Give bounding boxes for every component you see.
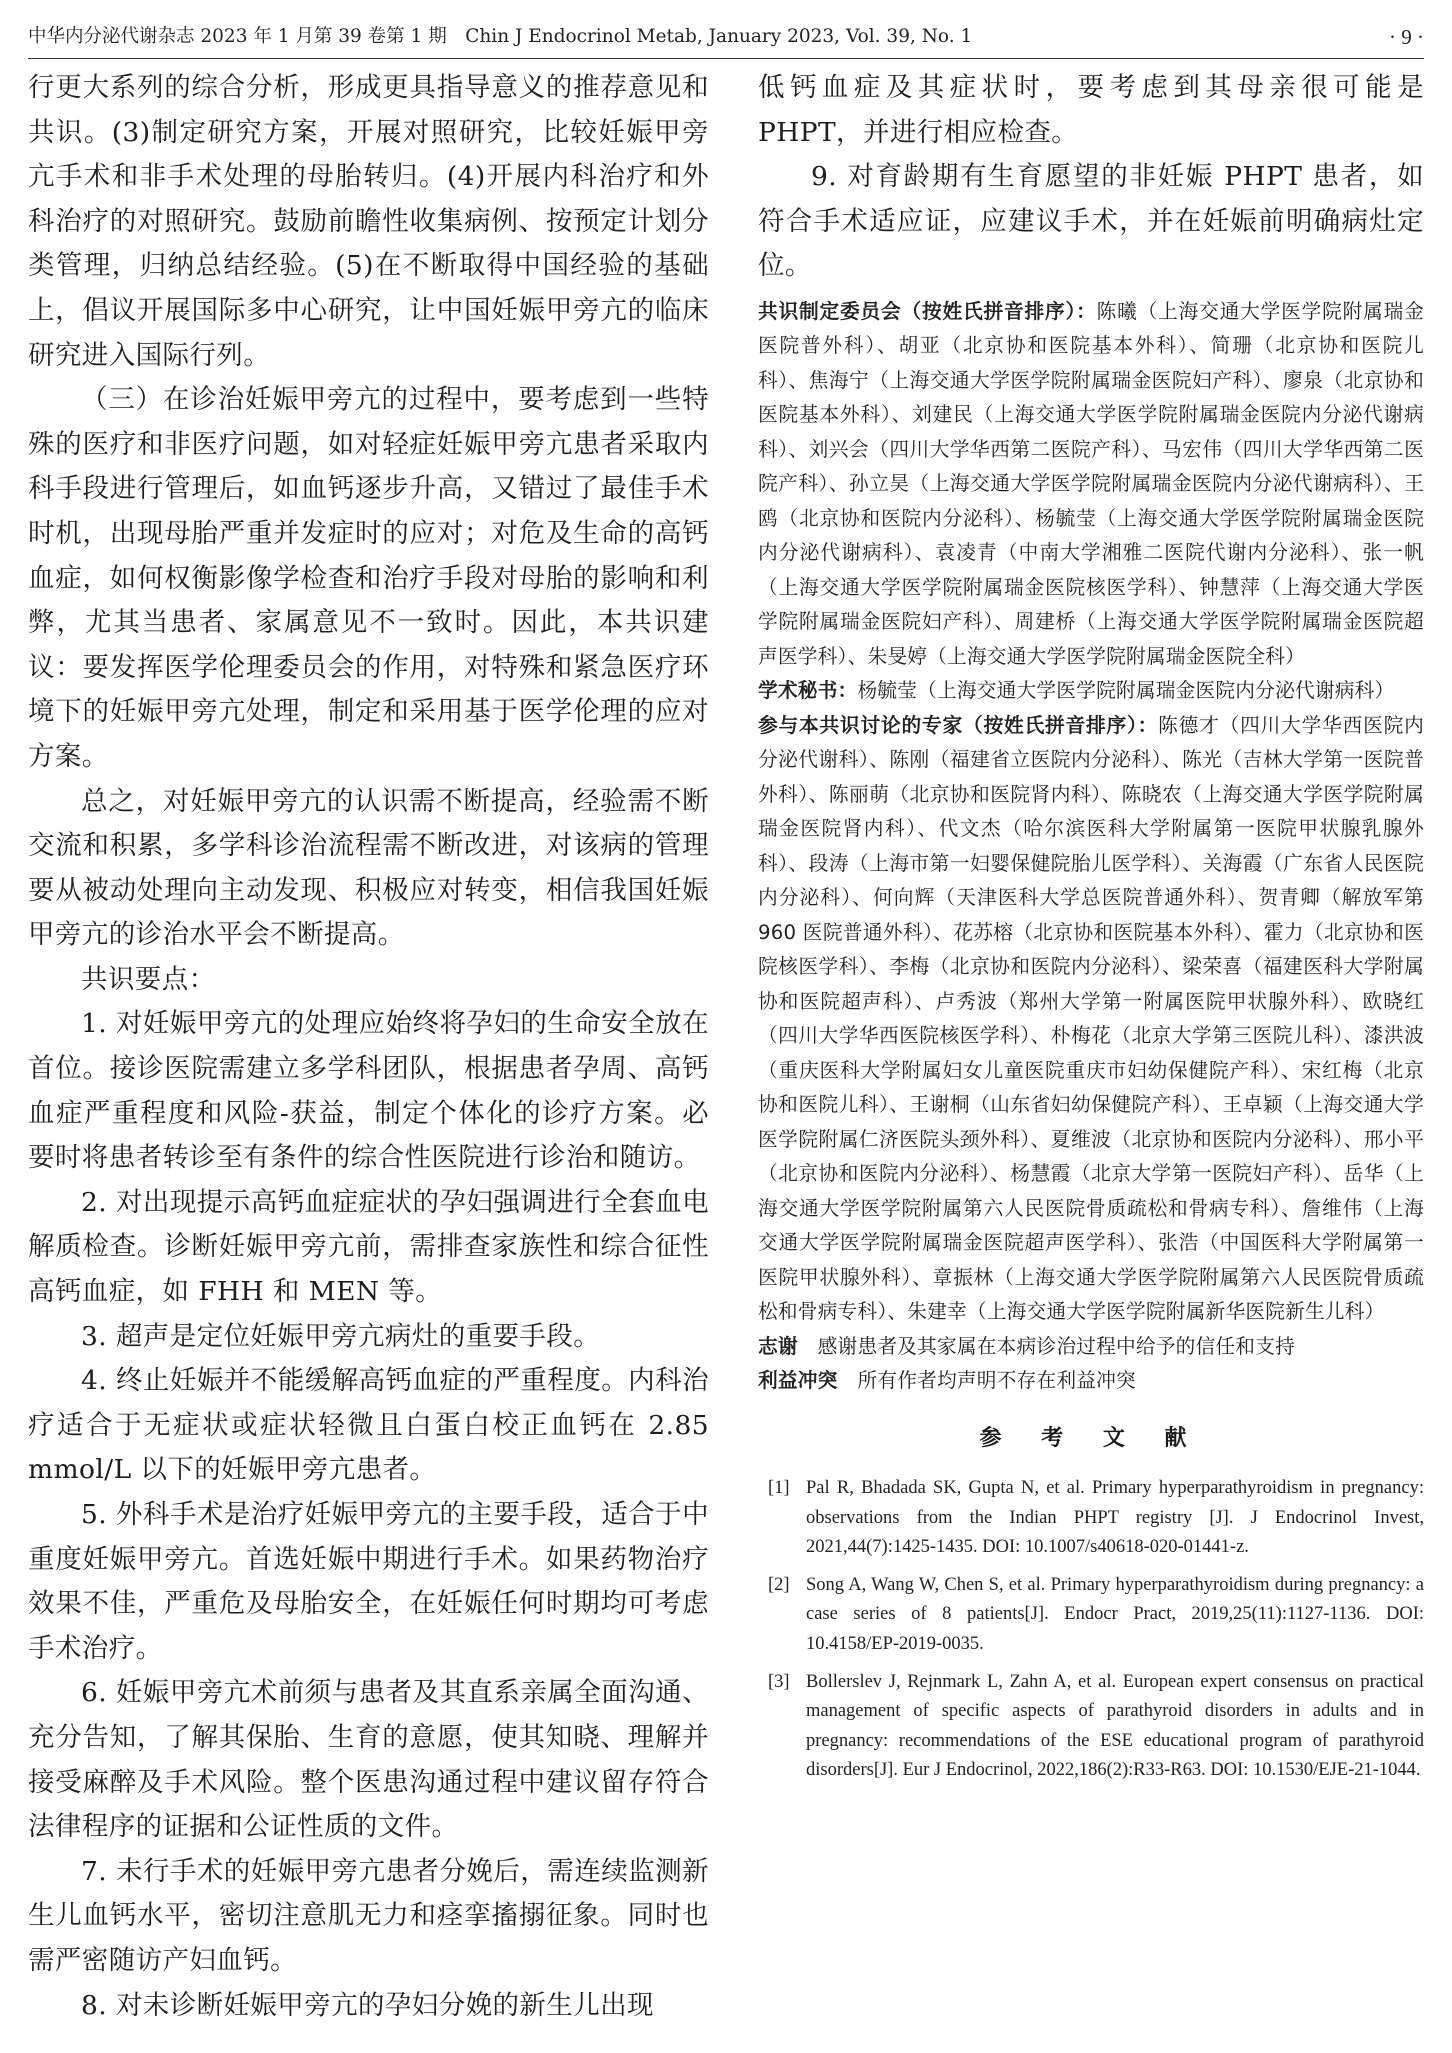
experts-members: 陈德才（四川大学华西医院内分泌代谢科）、陈刚（福建省立医院内分泌科）、陈光（吉林大学第一医院普外科）、陈丽萌（北京协和医院肾内科）、陈晓农（上海交通大学医学院附属瑞金医院肾内科）、代文杰（哈尔滨医科大学附属第一医院甲状腺乳腺外科）、段涛（上海市第一妇婴保健院胎儿医学科）、关海霞（广东省人民医院内分泌科）、何向辉（天津医科大学总医院普通外科）、贺青卿（解放军第 960 医院普通外科）、花苏榕（北京协和医院基本外科）、霍力（北京协和医院核医学科）、李梅（北京协和医院内分泌科）、梁荣喜（福建医科大学附属协和医院超声科）、卢秀波（郑州大学第一附属医院甲状腺外科）、欧晓红（四川大学华西医院核医学科）、朴梅花（北京大学第三医院儿科）、漆洪波（重庆医科大学附属妇女儿童医院重庆市妇幼保健院产科）、宋红梅（北京协和医院儿科）、王谢桐（山东省妇幼保健院产科）、王卓颖（上海交通大学医学院附属仁济医院头颈外科）、夏维波（北京协和医院内分泌科）、邢小平（北京协和医院内分泌科）、杨慧霞（北京大学第一医院妇产科）、岳华（上海交通大学医学院附属第六人民医院骨质疏松和骨病专科）、詹维伟（上海交通大学医学院附属瑞金医院超声医学科）、张浩（中国医科大学附属第一医院甲状腺外科）、章振林（上海交通大学医学院附属第六人民医院骨质疏松和骨病专科）、朱建幸（上海交通大学医学院附属新华医院新生儿科） [758,713,1424,1324]
secretary [758,674,1424,709]
paragraph: （三）在诊治妊娠甲旁亢的过程中，要考虑到一些特殊的医疗和非医疗问题，如对轻症妊娠甲旁亢患者采取内科手段进行管理后，如血钙逐步升高，又错过了最佳手术时机，出现母胎严重并发症时的应对；对危及生命的高钙血症，如何权衡影像学检查和治疗手段对母胎的影响和利弊，尤其当患者、家属意见不一致时。因此，本共识建议：要发挥医学伦理委员会的作用，对特殊和紧急医疗环境下的妊娠甲旁亢处理，制定和采用基于医学伦理的应对方案。 [28,384,709,772]
committee-members: 陈曦（上海交通大学医学院附属瑞金医院普外科）、胡亚（北京协和医院基本外科）、简珊（北京协和医院儿科）、焦海宁（上海交通大学医学院附属瑞金医院妇产科）、廖泉（北京协和医院基本外科）、刘建民（上海交通大学医学院附属瑞金医院内分泌代谢病科）、刘兴会（四川大学华西第二医院产科）、马宏伟（四川大学华西第二医院产科）、孙立昊（上海交通大学医学院附属瑞金医院内分泌代谢病科）、王鸥（北京协和医院内分泌科）、杨毓莹（上海交通大学医学院附属瑞金医院内分泌代谢病科）、袁凌青（中南大学湘雅二医院代谢内分泌科）、张一帆（上海交通大学医学院附属瑞金医院核医学科）、钟慧萍（上海交通大学医学院附属瑞金医院妇产科）、周建桥（上海交通大学医学院附属瑞金医院超声医学科）、朱旻婷（上海交通大学医学院附属瑞金医院全科） [758,299,1424,668]
key-point: 3. 超声是定位妊娠甲旁亢病灶的重要手段。 [81,1320,601,1352]
reference-number: [3] [768,1671,790,1692]
committee-label: 共识制定委员会（按姓氏拼音排序）： [758,299,1097,323]
secretary-text: 杨毓莹（上海交通大学医学院附属瑞金医院内分泌代谢病科） [857,679,1395,703]
page-number: · 9 · [1389,25,1424,49]
paragraph: 行更大系列的综合分析，形成更具指导意义的推荐意见和共识。(3)制定研究方案，开展对照研究，比较妊娠甲旁亢手术和非手术处理的母胎转归。(4)开展内科治疗和外科治疗的对照研究。鼓励前瞻性收集病例、按预定计划分类管理，归纳总结经验。(5)在不断取得中国经验的基础上，倡议开展国际多中心研究，让中国妊娠甲旁亢的临床研究进入国际行列。 [28,72,709,371]
committee-list [758,295,1424,675]
thanks-text: 感谢患者及其家属在本病诊治过程中给予的信任和支持 [817,1334,1295,1358]
reference-text: Song A, Wang W, Chen S, et al. Primary hyperparathyroidism during pregnancy: a case series of 8 patients[J]. Endocr Pract, 2019,25(11):1127-1136. DOI: 10.4158/EP-2019-0035. [806,1574,1424,1654]
reference-number: [1] [768,1477,790,1498]
running-header [28,24,1424,58]
right-column [758,66,1424,1794]
reference-item [758,1474,1424,1563]
left-column [28,66,709,2028]
acknowledgement [758,1330,1424,1365]
key-point: 4. 终止妊娠并不能缓解高钙血症的严重程度。内科治疗适合于无症状或症状轻微且白蛋白校正血钙在 2.85 mmol/L 以下的妊娠甲旁亢患者。 [28,1365,709,1486]
experts-list [758,709,1424,1330]
header-rule [28,58,1424,59]
references-title: 参 考 文 献 [979,1425,1203,1451]
coi-label: 利益冲突 [758,1369,838,1393]
paragraph: 低钙血症及其症状时，要考虑到其母亲很可能是 PHPT，并进行相应检查。 [758,72,1424,148]
coi-text: 所有作者均声明不存在利益冲突 [857,1369,1136,1393]
key-point: 6. 妊娠甲旁亢术前须与患者及其直系亲属全面沟通、充分告知，了解其保胎、生育的意愿，使其知晓、理解并接受麻醉及手术风险。整个医患沟通过程中建议留存符合法律程序的证据和公证性质的文件。 [28,1677,709,1843]
conflict-of-interest [758,1364,1424,1399]
key-point: 1. 对妊娠甲旁亢的处理应始终将孕妇的生命安全放在首位。接诊医院需建立多学科团队，根据患者孕周、高钙血症严重程度和风险-获益，制定个体化的诊疗方案。必要时将患者转诊至有条件的综合性医院进行诊治和随访。 [28,1008,709,1174]
key-point: 9. 对育龄期有生育愿望的非妊娠 PHPT 患者，如符合手术适应证，应建议手术，并在妊娠前明确病灶定位。 [758,161,1424,282]
journal-header: 中华内分泌代谢杂志 2023 年 1 月第 39 卷第 1 期 Chin J Endocrinol Metab, January 2023, Vol. 39, No. 1 [28,26,973,47]
secretary-label: 学术秘书： [758,679,858,703]
key-points-heading: 共识要点： [81,963,216,995]
reference-item [758,1668,1424,1786]
key-point: 8. 对未诊断妊娠甲旁亢的孕妇分娩的新生儿出现 [81,1989,654,2021]
reference-item [758,1571,1424,1660]
paragraph: 总之，对妊娠甲旁亢的认识需不断提高，经验需不断交流和积累，多学科诊治流程需不断改进，对该病的管理要从被动处理向主动发现、积极应对转变，相信我国妊娠甲旁亢的诊治水平会不断提高。 [28,785,709,951]
reference-text: Pal R, Bhadada SK, Gupta N, et al. Primary hyperparathyroidism in pregnancy: observations from the Indian PHPT registry [J]. J Endocrinol Invest, 2021,44(7):1425-1435. DOI: 10.1007/s40618-020-01441-z. [806,1477,1424,1558]
experts-label: 参与本共识讨论的专家（按姓氏拼音排序）： [758,713,1159,737]
reference-text: Bollerslev J, Rejnmark L, Zahn A, et al. European expert consensus on practical management of specific aspects of parathyroid disorders in adults and in pregnancy: recommendations of the ESE educational program of parathyroid disorders[J]. Eur J Endocrinol, 2022,186(2):R33-R63. DOI: 10.1530/EJE-21-1044. [806,1671,1424,1781]
key-point: 7. 未行手术的妊娠甲旁亢患者分娩后，需连续监测新生儿血钙水平，密切注意肌无力和痉挛搐搦征象。同时也需严密随访产妇血钙。 [28,1855,709,1976]
reference-number: [2] [768,1574,790,1595]
key-point: 5. 外科手术是治疗妊娠甲旁亢的主要手段，适合于中重度妊娠甲旁亢。首选妊娠中期进行手术。如果药物治疗效果不佳，严重危及母胎安全，在妊娠任何时期均可考虑手术治疗。 [28,1499,709,1664]
thanks-label: 志谢 [758,1334,798,1358]
key-point: 2. 对出现提示高钙血症症状的孕妇强调进行全套血电解质检查。诊断妊娠甲旁亢前，需排查家族性和综合征性高钙血症，如 FHH 和 MEN 等。 [28,1186,709,1308]
